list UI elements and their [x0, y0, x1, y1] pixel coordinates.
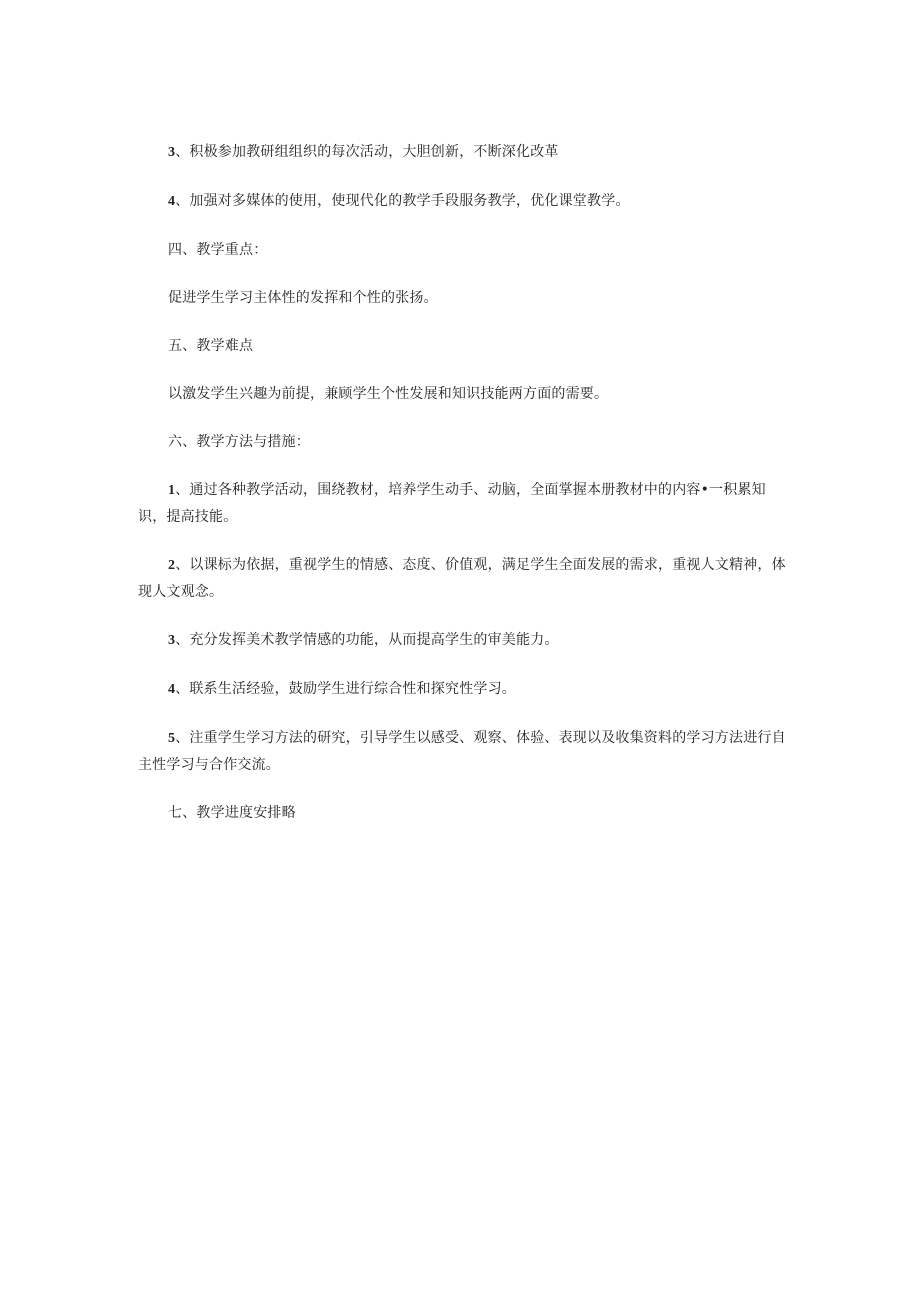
- section-heading-schedule: [138, 800, 786, 826]
- paragraph-text: 促进学生学习主体性的发挥和个性的张扬。: [168, 290, 438, 306]
- section-heading-text: 六、教学方法与措施：: [168, 434, 310, 450]
- method-item-4: [138, 676, 786, 703]
- item-number: 1: [168, 483, 176, 498]
- paragraph-text: 以激发学生兴趣为前提，兼顾学生个性发展和知识技能两方面的需要。: [168, 386, 609, 402]
- paragraph-difficulties: [138, 381, 786, 407]
- method-item-5: [138, 725, 786, 778]
- paragraph-text: 、加强对多媒体的使用，使现代化的教学手段服务教学，优化课堂教学。: [175, 193, 630, 209]
- paragraph-text: 、充分发挥美术教学情感的功能，从而提高学生的审美能力。: [175, 632, 559, 648]
- method-item-1: [138, 477, 786, 530]
- paragraph-item-3: [138, 139, 786, 166]
- paragraph-text: 、通过各种教学活动，围绕教材，培养学生动手、动脑，全面掌握本册教材中的内容•一积累知识，提高技能。: [138, 482, 766, 525]
- document-body: [138, 139, 786, 848]
- method-item-2: [138, 552, 786, 605]
- item-number: 4: [168, 682, 176, 697]
- paragraph-key-points: [138, 285, 786, 311]
- section-heading-text: 四、教学重点：: [168, 242, 268, 258]
- item-number: 5: [168, 731, 176, 746]
- paragraph-item-4: [138, 188, 786, 215]
- paragraph-text: 、注重学生学习方法的研究，引导学生以感受、观察、体验、表现以及收集资料的学习方法进行自主性学习与合作交流。: [138, 730, 786, 773]
- section-heading-key-points: [138, 237, 786, 263]
- section-heading-methods: [138, 429, 786, 455]
- section-heading-difficulties: [138, 333, 786, 359]
- item-number: 4: [168, 194, 176, 209]
- item-number: 2: [168, 558, 176, 573]
- section-heading-text: 七、教学进度安排略: [168, 805, 296, 821]
- paragraph-text: 、积极参加教研组组织的每次活动，大胆创新，不断深化改革: [175, 144, 559, 160]
- paragraph-text: 、以课标为依据，重视学生的情感、态度、价值观，满足学生全面发展的需求，重视人文精神，体现人文观念。: [138, 557, 786, 600]
- section-heading-text: 五、教学难点: [168, 338, 254, 354]
- item-number: 3: [168, 633, 176, 648]
- item-number: 3: [168, 145, 176, 160]
- method-item-3: [138, 627, 786, 654]
- paragraph-text: 、联系生活经验，鼓励学生进行综合性和探究性学习。: [175, 681, 517, 697]
